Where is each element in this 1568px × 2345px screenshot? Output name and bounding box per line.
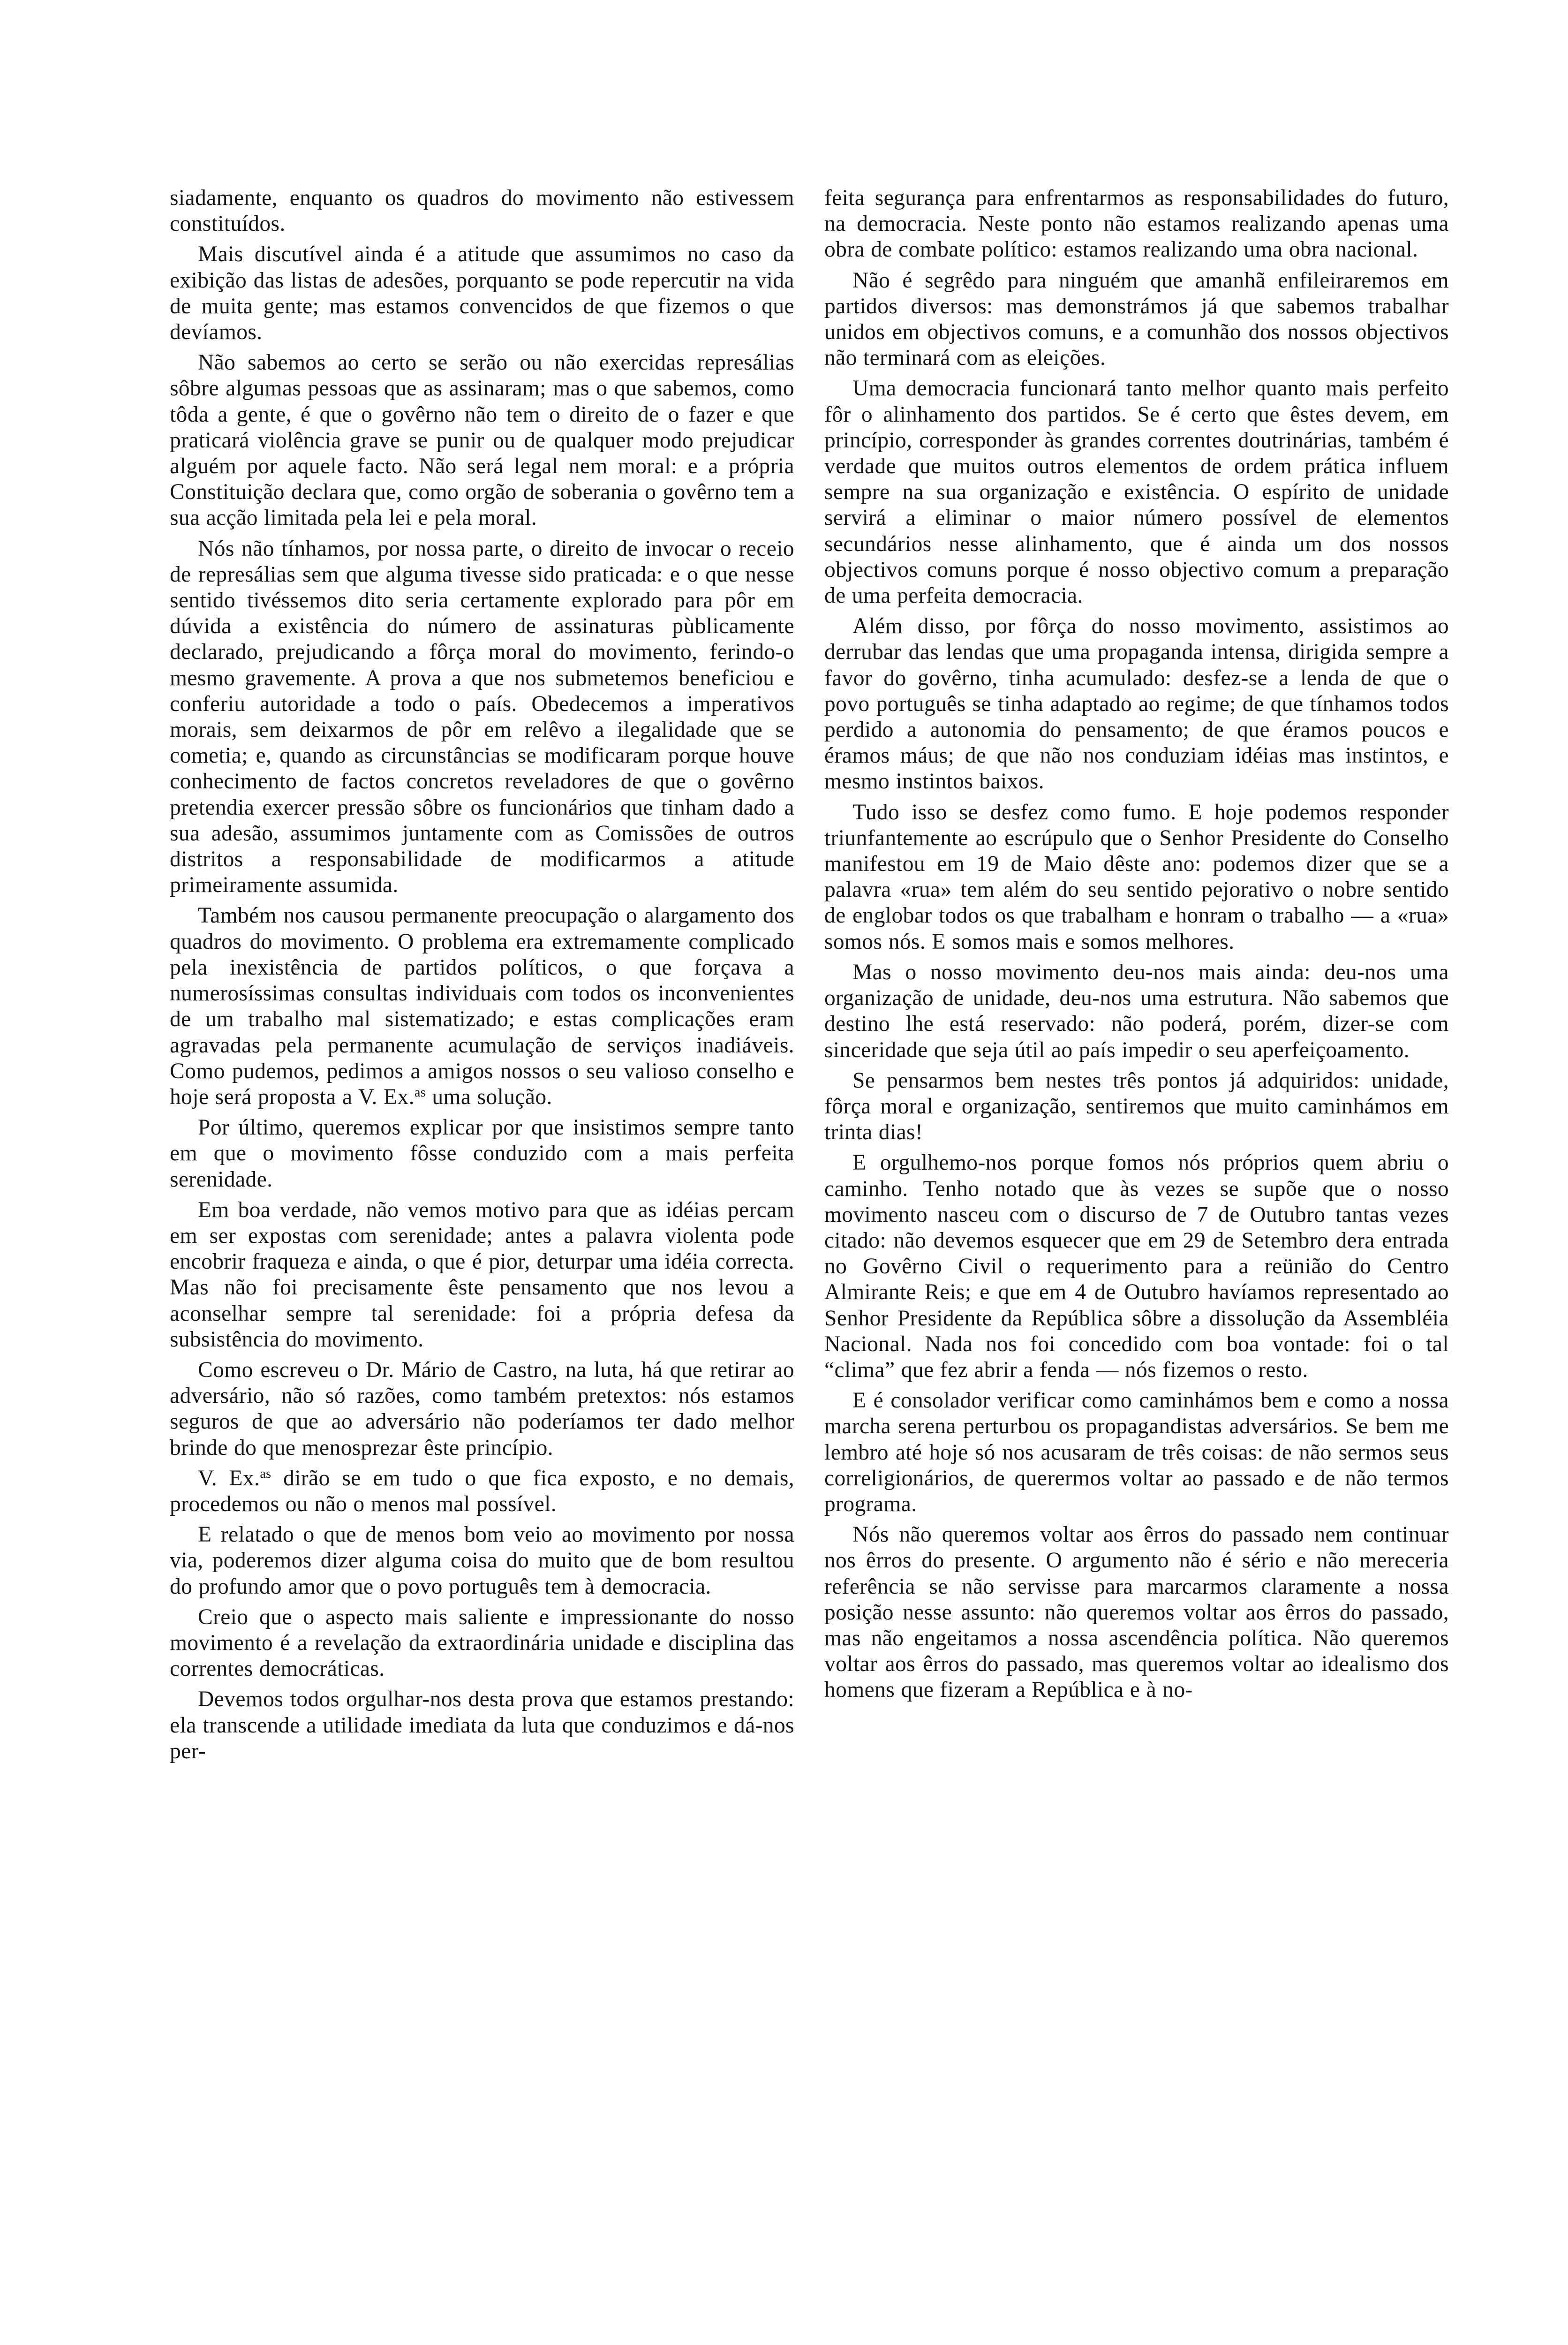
paragraph-text: Também nos causou permanente preocupação o alargamento dos quadros do movimento. O problema era extremamente complicado pela inexistência de partidos políticos, o que forçava a numerosíssimas consultas individuais com todos os inconvenientes de um trabalho mal sistematizado; e estas complicações eram agravadas pela permanente acumulação de serviços inadiáveis. Como pudemos, pedimos a amigos nossos o seu valioso conselho e hoje será proposta a V. Ex. [170,903,794,1109]
superscript-abbrev: as [414,1085,426,1100]
paragraph: Devemos todos orgulhar-nos desta prova que estamos prestando: ela transcende a utilidade imediata da luta que conduzimos e dá-nos per- [170,1687,794,1763]
paragraph: Mais discutível ainda é a atitude que assumimos no caso da exibição das listas de adesões, porquanto se pode repercutir na vida de muita gente; mas estamos convencidos de que fizemos o que devíamos. [170,242,794,345]
paragraph-text: V. Ex. [198,1466,260,1490]
paragraph [170,903,794,1110]
paragraph: Tudo isso se desfez como fumo. E hoje podemos responder triunfantemente ao escrúpulo que o Senhor Presidente do Conselho manifestou em 19 de Maio dêste ano: podemos dizer que se a palavra «rua» tem além do seu sentido pejorativo o nobre sentido de englobar todos os que trabalham e honram o trabalho — a «rua» somos nós. E somos mais e somos melhores. [824,800,1449,954]
paragraph: Além disso, por fôrça do nosso movimento, assistimos ao derrubar das lendas que uma propaganda intensa, dirigida sempre a favor do govêrno, tinha acumulado: desfez-se a lenda de que o povo português se tinha adaptado ao regime; de que tínhamos todos perdido a autonomia do pensamento; de que éramos poucos e éramos máus; de que não nos conduziam idéias mas instintos, e mesmo instintos baixos. [824,614,1449,794]
left-column [170,185,794,1769]
paragraph: Como escreveu o Dr. Mário de Castro, na luta, há que retirar ao adversário, não só razões, como também pretextos: nós estamos seguros de que ao adversário não poderíamos ter dado melhor brinde do que menosprezar êste princípio. [170,1357,794,1460]
paragraph: Se pensarmos bem nestes três pontos já adquiridos: unidade, fôrça moral e organização, sentiremos que muito caminhámos em trinta dias! [824,1068,1449,1145]
paragraph-text: dirão se em tudo o que fica exposto, e no demais, procedemos ou não o menos mal possível. [170,1466,794,1516]
paragraph: Não sabemos ao certo se serão ou não exercidas represálias sôbre algumas pessoas que as assinaram; mas o que sabemos, como tôda a gente, é que o govêrno não tem o direito de o fazer e que praticará violência grave se punir ou de qualquer modo prejudicar alguém por aquele facto. Não será legal nem moral: e a própria Constituição declara que, como orgão de soberania o govêrno tem a sua acção limitada pela lei e pela moral. [170,350,794,530]
paragraph: E é consolador verificar como caminhámos bem e como a nossa marcha serena perturbou os propagandistas adversários. Se bem me lembro até hoje só nos acusaram de três coisas: de não sermos seus correligionários, de querermos voltar ao passado e de não termos programa. [824,1388,1449,1516]
right-column [824,185,1449,1708]
paragraph-text: uma solução. [432,1084,552,1109]
paragraph: Não é segrêdo para ninguém que amanhã enfileiraremos em partidos diversos: mas demonstrámos já que sabemos trabalhar unidos em objectivos comuns, e a comunhão dos nossos objectivos não terminará com as eleições. [824,268,1449,371]
paragraph: Em boa verdade, não vemos motivo para que as idéias percam em ser expostas com serenidade; antes a palavra violenta pode encobrir fraqueza e ainda, o que é pior, deturpar uma idéia correcta. Mas não foi precisamente êste pensamento que nos levou a aconselhar sempre tal serenidade: foi a própria defesa da subsistência do movimento. [170,1197,794,1352]
paragraph: Uma democracia funcionará tanto melhor quanto mais perfeito fôr o alinhamento dos partidos. Se é certo que êstes devem, em princípio, corresponder às grandes correntes doutrinárias, também é verdade que muitos outros elementos de ordem prática influem sempre na sua organização e existência. O espírito de unidade servirá a eliminar o maior número possível de elementos secundários nesse alinhamento, que é ainda um dos nossos objectivos comuns porque é nosso objectivo comum a preparação de uma perfeita democracia. [824,376,1449,608]
paragraph: E relatado o que de menos bom veio ao movimento por nossa via, poderemos dizer alguma coisa do muito que de bom resultou do profundo amor que o povo português tem à democracia. [170,1522,794,1599]
paragraph [170,1466,794,1517]
paragraph: E orgulhemo-nos porque fomos nós próprios quem abriu o caminho. Tenho notado que às vezes se supõe que o nosso movimento nasceu com o discurso de 7 de Outubro tantas vezes citado: não devemos esquecer que em 29 de Setembro dera entrada no Govêrno Civil o requerimento para a reünião do Centro Almirante Reis; e que em 4 de Outubro havíamos representado ao Senhor Presidente da República sôbre a dissolução da Assembléia Nacional. Nada nos foi concedido com boa vontade: foi o tal “clima” que fez abrir a fenda — nós fizemos o resto. [824,1150,1449,1382]
paragraph-continuation: feita segurança para enfrentarmos as responsabilidades do futuro, na democracia. Neste ponto não estamos realizando apenas uma obra de combate político: estamos realizando uma obra nacional. [824,186,1449,262]
superscript-abbrev: as [260,1466,271,1481]
paragraph: Creio que o aspecto mais saliente e impressionante do nosso movimento é a revelação da extraordinária unidade e disciplina das correntes democráticas. [170,1604,794,1681]
paragraph: Nós não queremos voltar aos êrros do passado nem continuar nos êrros do presente. O argumento não é sério e não mereceria referência se não servisse para marcarmos claramente a nossa posição nesse assunto: não queremos voltar aos êrros do passado, mas não engeitamos a nossa ascendência política. Não queremos voltar aos êrros do passado, mas queremos voltar ao idealismo dos homens que fizeram a República e à no- [824,1522,1449,1702]
paragraph: Nós não tínhamos, por nossa parte, o direito de invocar o receio de represálias sem que alguma tivesse sido praticada: e o que nesse sentido tivéssemos dito seria certamente explorado para pôr em dúvida a existência do número de assinaturas pùblicamente declarado, prejudicando a fôrça moral do movimento, ferindo-o mesmo gravemente. A prova a que nos submetemos beneficiou e conferiu autoridade a todo o país. Obedecemos a imperativos morais, sem deixarmos de pôr em relêvo a ilegalidade que se cometia; e, quando as circunstâncias se modificaram porque houve conhecimento de factos concretos reveladores de que o govêrno pretendia exercer pressão sôbre os funcionários que tinham dado a sua adesão, assumimos juntamente com as Comissões de outros distritos a responsabilidade de modificarmos a atitude primeiramente assumida. [170,536,794,898]
paragraph: Por último, queremos explicar por que insistimos sempre tanto em que o movimento fôsse conduzido com a mais perfeita serenidade. [170,1115,794,1192]
paragraph: Mas o nosso movimento deu-nos mais ainda: deu-nos uma organização de unidade, deu-nos uma estrutura. Não sabemos que destino lhe está reservado: não poderá, porém, dizer-se com sinceridade que seja útil ao país impedir o seu aperfeiçoamento. [824,960,1449,1062]
paragraph-continuation: siadamente, enquanto os quadros do movimento não estivessem constituídos. [170,186,794,236]
